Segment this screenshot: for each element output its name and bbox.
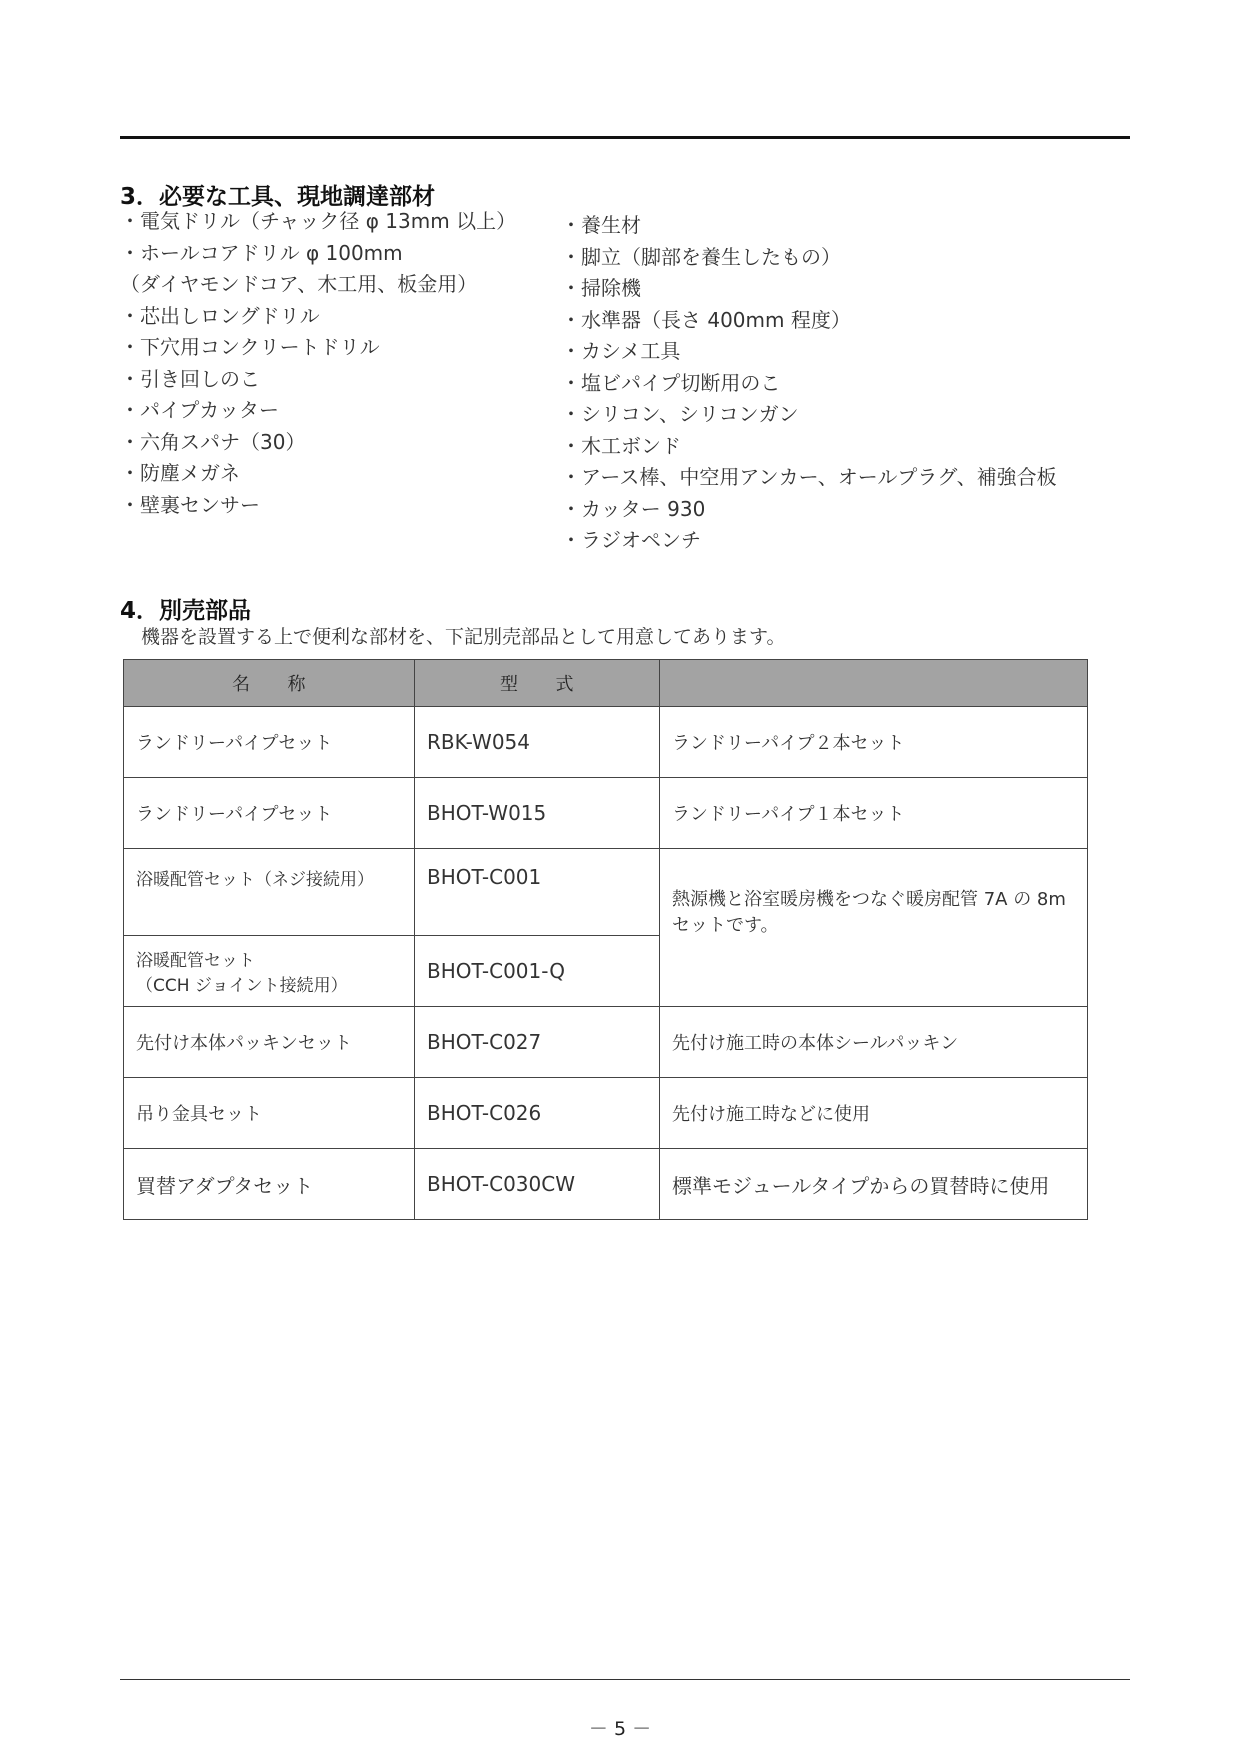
part-model: BHOT-W015 [415, 778, 660, 849]
list-item: ・カシメ工具 [561, 339, 681, 363]
tools-list-left [120, 206, 516, 521]
list-item: ・壁裏センサー [120, 492, 260, 517]
table-row [124, 1149, 1088, 1220]
table-row [124, 778, 1088, 849]
part-model: BHOT-C030CW [415, 1149, 660, 1220]
section-4-title: 4．別売部品 [120, 598, 252, 624]
list-item: ・アース棒、中空用アンカー、オールプラグ、補強合板 [561, 465, 1057, 489]
table-row [124, 849, 1088, 936]
table-row [124, 707, 1088, 778]
header-model: 型 式 [415, 660, 660, 707]
list-item: ・塩ビパイプ切断用のこ [561, 370, 781, 395]
page-number: － 5 － [588, 1718, 652, 1740]
table-row [124, 1007, 1088, 1078]
part-name: ランドリーパイプセット [124, 707, 415, 778]
header-description [660, 660, 1088, 707]
part-name [124, 936, 415, 1007]
part-model: BHOT-C001 [415, 849, 660, 936]
list-item: ・ラジオペンチ [561, 528, 701, 552]
list-item: ・ホールコアドリル φ 100mm [120, 240, 403, 265]
tools-list-right [561, 210, 1057, 557]
part-description: 先付け施工時の本体シールパッキン [660, 1007, 1088, 1078]
part-name: 先付け本体パッキンセット [124, 1007, 415, 1078]
part-model: BHOT-C027 [415, 1007, 660, 1078]
part-name: 吊り金具セット [124, 1078, 415, 1149]
part-name-line1: 浴暖配管セット [136, 951, 255, 971]
list-item: （ダイヤモンドコア、木工用、板金用） [120, 272, 478, 296]
bottom-divider [120, 1679, 1130, 1680]
list-item: ・電気ドリル（チャック径 φ 13mm 以上） [120, 209, 517, 233]
list-item: ・防塵メガネ [120, 461, 240, 485]
list-item: ・木工ボンド [561, 433, 681, 458]
list-item: ・パイプカッター [120, 398, 279, 422]
part-description: ランドリーパイプ２本セット [660, 707, 1088, 778]
list-item: ・養生材 [561, 213, 641, 237]
part-name: 買替アダプタセット [124, 1149, 415, 1220]
list-item: ・掃除機 [561, 276, 641, 300]
list-item: ・脚立（脚部を養生したもの） [561, 244, 841, 269]
list-item: ・引き回しのこ [120, 366, 260, 391]
header-name: 名 称 [124, 660, 415, 707]
list-item: ・カッター 930 [561, 496, 706, 521]
list-item: ・六角スパナ（30） [120, 429, 306, 454]
part-description: 熱源機と浴室暖房機をつなぐ暖房配管 7A の 8m セットです。 [660, 849, 1088, 1007]
part-model: RBK-W054 [415, 707, 660, 778]
part-model: BHOT-C026 [415, 1078, 660, 1149]
table-header-row [124, 660, 1088, 707]
optional-parts-table [123, 659, 1088, 1220]
list-item: ・シリコン、シリコンガン [561, 402, 799, 426]
part-name: 浴暖配管セット（ネジ接続用） [124, 849, 415, 936]
part-name-line2: （CCH ジョイント接続用） [136, 976, 348, 996]
part-model: BHOT-C001-Q [415, 936, 660, 1007]
part-description: 先付け施工時などに使用 [660, 1078, 1088, 1149]
list-item: ・下穴用コンクリートドリル [120, 335, 380, 359]
list-item: ・芯出しロングドリル [120, 303, 320, 328]
list-item: ・水準器（長さ 400mm 程度） [561, 307, 851, 332]
section-3-title: 3．必要な工具、現地調達部材 [120, 184, 436, 210]
top-divider [120, 136, 1130, 139]
part-name: ランドリーパイプセット [124, 778, 415, 849]
table-row [124, 1078, 1088, 1149]
part-description: 標準モジュールタイプからの買替時に使用 [660, 1149, 1088, 1220]
part-description: ランドリーパイプ１本セット [660, 778, 1088, 849]
section-4-intro: 機器を設置する上で便利な部材を、下記別売部品として用意してあります。 [141, 626, 786, 648]
